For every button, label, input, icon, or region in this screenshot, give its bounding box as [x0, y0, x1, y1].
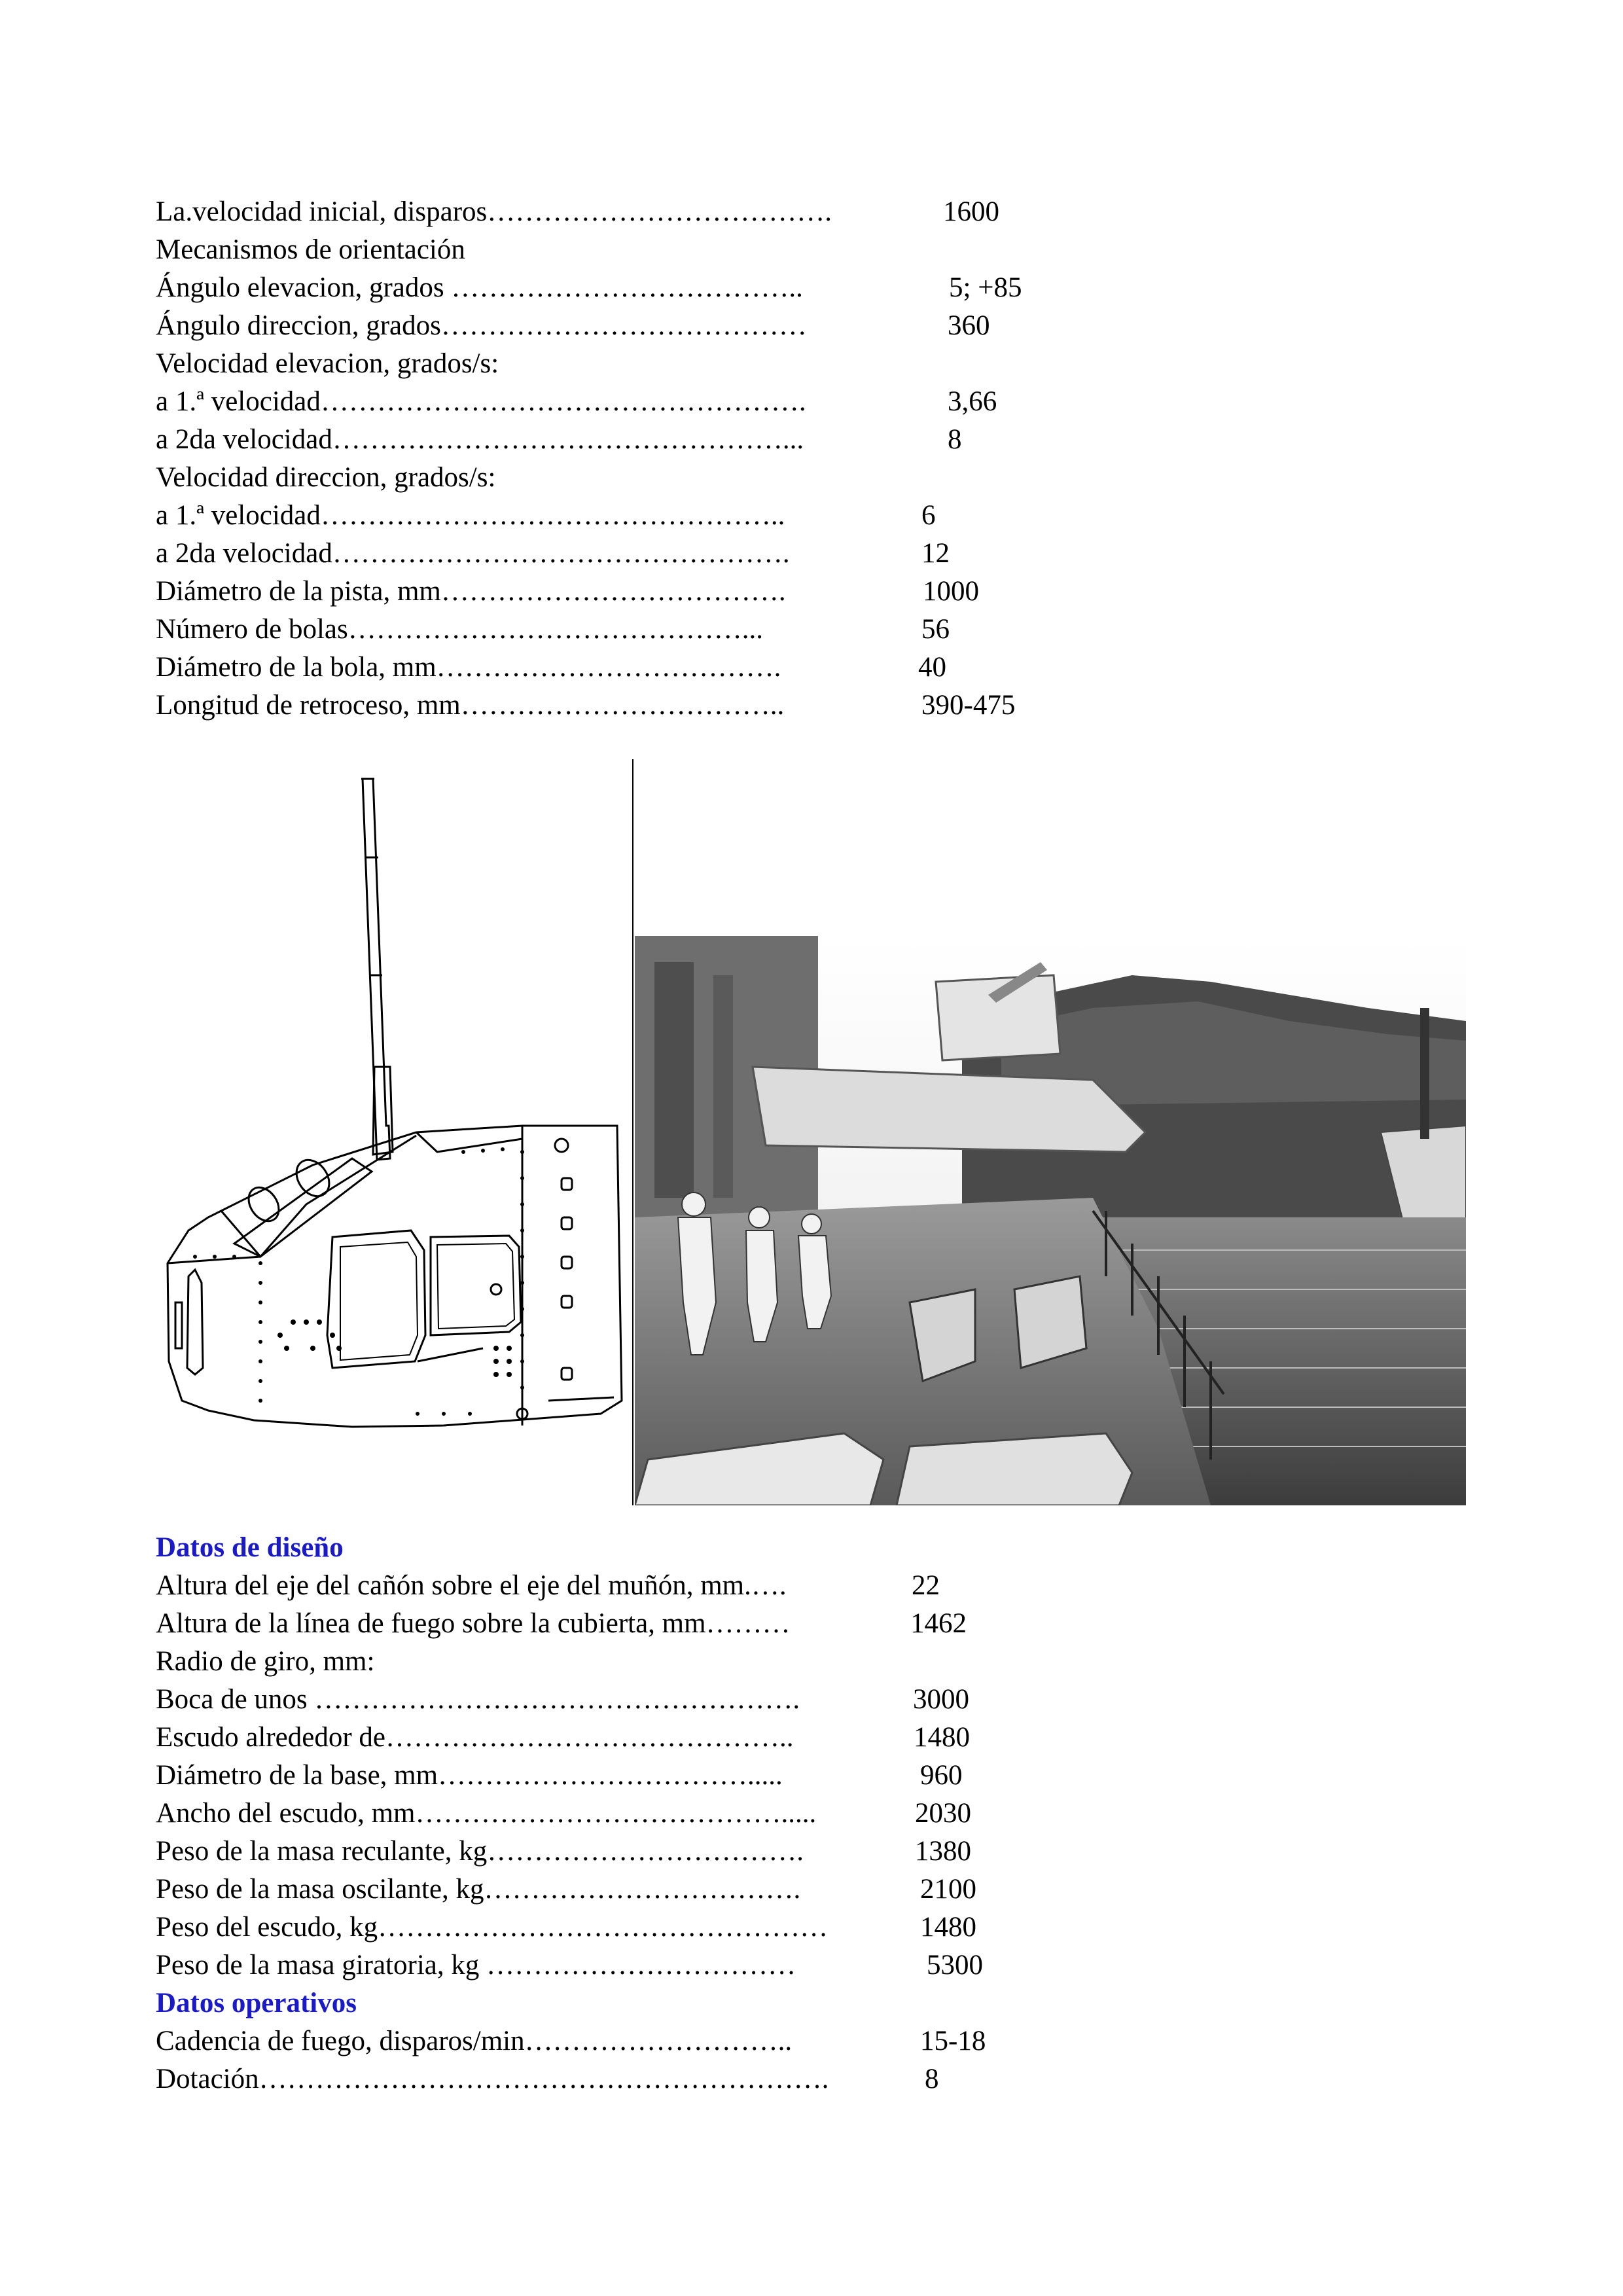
spec-value: 12 — [921, 538, 950, 569]
spec-value: 8 — [948, 424, 962, 455]
spec-value: 360 — [948, 310, 990, 341]
spec-label: Ángulo elevacion, grados ……………………………….. — [156, 272, 803, 303]
spec-value: 3,66 — [948, 386, 997, 417]
spec-label: Peso de la masa reculante, kg……………………………. — [156, 1836, 804, 1867]
spec-value: 2030 — [915, 1798, 971, 1829]
spec-label: Altura de la línea de fuego sobre la cubierta, mm……… — [156, 1608, 791, 1639]
spec-label: a 1.ª velocidad……………………………………………. — [156, 386, 806, 417]
spec-label: Velocidad direccion, grados/s: — [156, 462, 496, 493]
spec-value: 1600 — [943, 196, 999, 227]
spec-value: 15-18 — [920, 2026, 986, 2056]
spec-label: Diámetro de la bola, mm………………………………. — [156, 652, 781, 683]
spec-label: Velocidad elevacion, grados/s: — [156, 348, 499, 379]
spec-label: Diámetro de la pista, mm………………………………. — [156, 576, 786, 607]
spec-value: 960 — [920, 1760, 963, 1791]
spec-label: Boca de unos ……………………………………………. — [156, 1684, 800, 1715]
spec-label: Escudo alrededor de…………………………………….. — [156, 1722, 794, 1753]
spec-label: Número de bolas……………………………………... — [156, 614, 764, 645]
spec-label: Ángulo direccion, grados………………………………… — [156, 310, 807, 341]
spec-value: 1380 — [915, 1836, 971, 1867]
spec-value: 1480 — [920, 1912, 976, 1943]
spec-label: Mecanismos de orientación — [156, 234, 465, 265]
spec-value: 1462 — [910, 1608, 967, 1639]
spec-label: Altura del eje del cañón sobre el eje del muñón, mm.…. — [156, 1570, 787, 1601]
spec-value: 1480 — [914, 1722, 970, 1753]
spec-label: La.velocidad inicial, disparos………………………………. — [156, 196, 832, 227]
spec-value: 2100 — [920, 1874, 976, 1905]
spec-label: Peso del escudo, kg………………………………………… — [156, 1912, 829, 1943]
spec-label: Diámetro de la base, mm……………………………..... — [156, 1760, 783, 1791]
spec-label: Dotación……………………………………………………. — [156, 2064, 829, 2094]
spec-value: 8 — [925, 2064, 939, 2094]
spec-value: 5300 — [927, 1950, 983, 1981]
spec-label: Radio de giro, mm: — [156, 1646, 375, 1677]
spec-value: 22 — [912, 1570, 940, 1601]
spec-value: 1000 — [923, 576, 979, 607]
spec-value: 390-475 — [921, 690, 1016, 721]
spec-label: Peso de la masa giratoria, kg …………………………… — [156, 1950, 796, 1981]
spec-label: Longitud de retroceso, mm…………………………….. — [156, 690, 785, 721]
spec-value: 40 — [918, 652, 946, 683]
spec-label: a 1.ª velocidad………………………………………….. — [156, 500, 785, 531]
spec-value: 6 — [921, 500, 936, 531]
spec-label: a 2da velocidad…………………………………………. — [156, 538, 790, 569]
spec-label: Ancho del escudo, mm…………………………………..... — [156, 1798, 817, 1829]
heading-design-data: Datos de diseño — [156, 1532, 344, 1563]
spec-value: 3000 — [913, 1684, 969, 1715]
ship-deck-photo — [635, 936, 1466, 1505]
heading-operational-data: Datos operativos — [156, 1988, 357, 2018]
spec-label: Cadencia de fuego, disparos/min……………………….. — [156, 2026, 793, 2056]
spec-label: Peso de la masa oscilante, kg……………………………. — [156, 1874, 801, 1905]
gun-turret-drawing — [156, 759, 635, 1505]
spec-value: 56 — [921, 614, 950, 645]
spec-value: 5; +85 — [949, 272, 1022, 303]
spec-label: a 2da velocidad…………………………………………... — [156, 424, 804, 455]
